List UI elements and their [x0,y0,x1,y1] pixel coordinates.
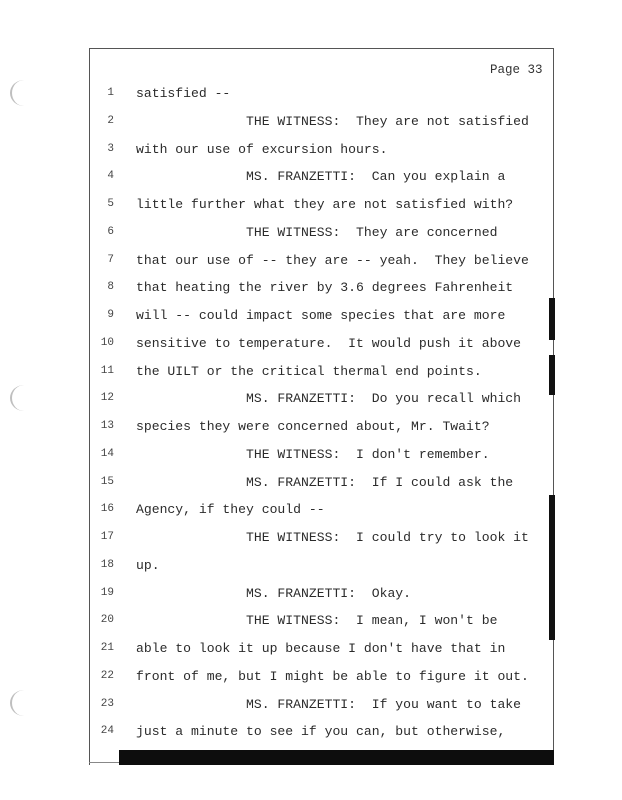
punch-hole-mark [10,80,38,106]
line-number: 22 [100,669,114,682]
transcript-line: will -- could impact some species that are more [136,308,506,323]
transcript-line: MS. FRANZETTI: Okay. [136,585,412,601]
line-number: 23 [100,697,114,710]
line-number: 6 [107,225,114,238]
line-number: 1 [107,87,114,99]
line-number: 16 [100,503,114,516]
transcript-line: satisfied -- [136,86,231,101]
line-number: 21 [100,642,114,654]
transcript-line: MS. FRANZETTI: If I could ask the [136,474,514,490]
line-number: 18 [100,558,114,571]
line-number: 2 [107,114,114,127]
line-number: 17 [100,531,114,543]
transcript-line: MS. FRANZETTI: Can you explain a [136,169,506,185]
line-number: 4 [107,170,114,183]
transcript-line: THE WITNESS: I mean, I won't be [136,613,498,629]
transcript-line: front of me, but I might be able to figure it out. [136,668,529,684]
transcript-line: Agency, if they could -- [136,502,325,518]
bottom-redaction-bar [119,750,554,765]
punch-hole-mark [10,690,38,716]
line-number: 7 [107,253,114,266]
transcript-line: THE WITNESS: They are concerned [136,224,498,240]
line-number: 15 [100,475,114,488]
line-number: 3 [107,142,114,155]
line-number: 12 [100,392,114,405]
transcript-line: with our use of excursion hours. [136,141,388,157]
margin-change-bar [549,495,555,640]
transcript-line: species they were concerned about, Mr. Twait? [136,419,490,434]
line-number: 24 [100,725,114,738]
line-number: 19 [100,586,114,599]
transcript-line: MS. FRANZETTI: Do you recall which [136,391,522,407]
margin-change-bar [549,355,555,395]
transcript-line: that heating the river by 3.6 degrees Fahrenheit [136,280,514,296]
line-number: 5 [107,198,114,210]
line-number: 14 [100,447,114,460]
transcript-line: just a minute to see if you can, but otherwise, [136,724,506,740]
line-number: 13 [100,420,114,432]
transcript-line: little further what they are not satisfied with? [136,197,514,212]
transcript-line: that our use of -- they are -- yeah. They believe [136,252,529,268]
margin-change-bar [549,298,555,340]
transcript-line: up. [136,557,160,573]
punch-hole-mark [10,385,38,411]
transcript-line: able to look it up because I don't have that in [136,641,506,656]
line-number: 20 [100,614,114,627]
transcript-line: sensitive to temperature. It would push it above [136,335,522,351]
page-frame-bottom [89,762,119,763]
transcript-line: the UILT or the critical thermal end points. [136,363,482,379]
transcript-line: THE WITNESS: They are not satisfied [136,113,529,129]
transcript-line: MS. FRANZETTI: If you want to take [136,696,522,712]
line-number: 9 [107,309,114,321]
line-number: 10 [100,336,114,349]
page-number: Page 33 [490,63,543,77]
transcript-line: THE WITNESS: I could try to look it [136,530,529,545]
line-number: 8 [107,281,114,294]
line-number: 11 [100,364,114,377]
transcript-line: THE WITNESS: I don't remember. [136,446,490,462]
